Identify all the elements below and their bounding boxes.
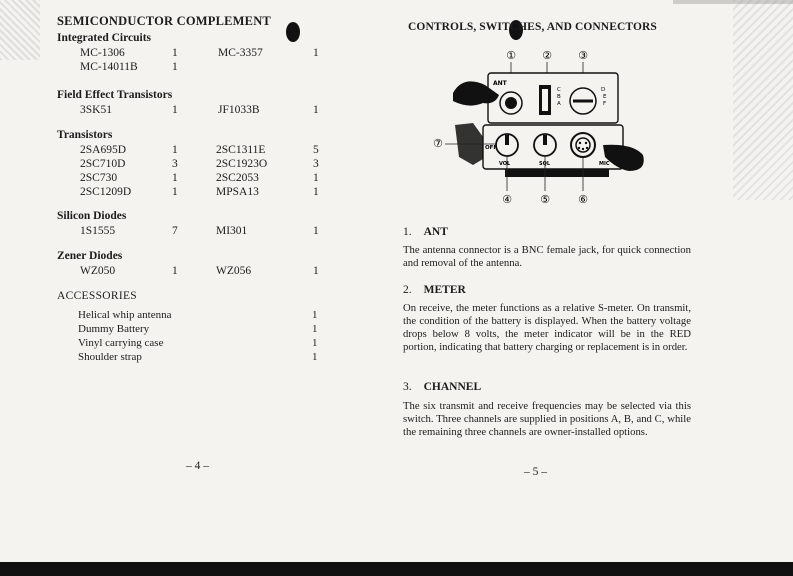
section-heading-meter — [403, 284, 466, 296]
part-number: MPSA13 — [216, 186, 259, 198]
part-number: 2SC1209D — [80, 186, 132, 198]
accessory-qty: 1 — [312, 351, 318, 363]
channel-letter: C — [557, 87, 561, 93]
quantity: 1 — [313, 172, 319, 184]
table-row — [0, 264, 385, 278]
section-title-integrated-circuits: Integrated Circuits — [57, 32, 152, 44]
accessory-item: Vinyl carrying case — [78, 337, 164, 349]
table-row — [0, 185, 385, 199]
quantity: 5 — [313, 144, 319, 156]
part-number: 2SC1311E — [216, 144, 266, 156]
section-number: 1. — [403, 226, 412, 238]
page-title: SEMICONDUCTOR COMPLEMENT — [57, 14, 271, 28]
section-title-fet: Field Effect Transistors — [57, 89, 173, 101]
radio-controls-diagram — [433, 45, 693, 210]
accessory-item: Shoulder strap — [78, 351, 142, 363]
sql-label: SQL — [539, 161, 551, 167]
accessory-qty: 1 — [312, 323, 318, 335]
quantity: 1 — [172, 172, 178, 184]
vol-label: VOL — [499, 161, 511, 167]
section-heading-ant — [403, 226, 448, 238]
quantity: 3 — [313, 158, 319, 170]
part-number: MC-3357 — [218, 47, 263, 59]
page-number: – 4 – — [186, 460, 209, 472]
accessory-item: Dummy Battery — [78, 323, 150, 335]
page-title: CONTROLS, SWITCHES, AND CONNECTORS — [408, 21, 657, 33]
callout-1: ① — [506, 49, 516, 62]
scan-bottom-edge — [0, 562, 793, 576]
channel-letter: B — [557, 94, 561, 100]
section-text: On receive, the meter functions as a relative S-meter. On transmit, the condition of the battery is displayed. When the battery voltage drops below 8 volts, the meter indicator will be in the RED portion, indicating that battery charging or replacement is in order. — [403, 302, 691, 353]
accessory-qty: 1 — [312, 309, 318, 321]
part-number: 3SK51 — [80, 104, 112, 116]
quantity: 1 — [172, 104, 178, 116]
part-number: MI301 — [216, 225, 248, 237]
part-number: 2SA695D — [80, 144, 127, 156]
callout-3: ③ — [578, 49, 588, 62]
channel-letter: E — [603, 94, 607, 100]
page-number: – 5 – — [524, 466, 547, 478]
section-title-zener-diodes: Zener Diodes — [57, 250, 123, 262]
table-row — [0, 60, 385, 74]
section-title-transistors: Transistors — [57, 129, 113, 141]
section-text: The antenna connector is a BNC female jack, for quick connection and removal of the antenna. — [403, 244, 691, 269]
quantity: 1 — [172, 47, 178, 59]
section-title: METER — [423, 284, 466, 296]
part-number: WZ050 — [80, 265, 116, 277]
scan-edge — [673, 0, 793, 4]
callout-4: ④ — [502, 193, 512, 206]
part-number: 2SC730 — [80, 172, 118, 184]
channel-letter: D — [601, 87, 606, 93]
accessory-item: Helical whip antenna — [78, 309, 172, 321]
quantity: 1 — [313, 225, 319, 237]
callout-2: ② — [542, 49, 552, 62]
section-title: CHANNEL — [423, 381, 482, 393]
callout-7: ⑦ — [433, 137, 443, 150]
section-title-silicon-diodes: Silicon Diodes — [57, 210, 127, 222]
mic-connector-icon — [571, 133, 595, 157]
quantity: 3 — [172, 158, 178, 170]
part-number: 2SC2053 — [216, 172, 259, 184]
table-row — [0, 171, 385, 185]
quantity: 1 — [313, 186, 319, 198]
channel-letter: A — [557, 101, 561, 107]
ink-blot — [286, 22, 300, 42]
quantity: 1 — [172, 61, 178, 73]
left-page — [0, 0, 385, 576]
ant-label: ANT — [493, 80, 507, 87]
section-title: ANT — [423, 226, 448, 238]
part-number: 1S1555 — [80, 225, 116, 237]
quantity: 1 — [313, 104, 319, 116]
section-text: The six transmit and receive frequencies may be selected via this switch. Three channels are supplied in positions A, B, and C, while the remaining three channels are owner-installed options. — [403, 400, 691, 438]
part-number: MC-1306 — [80, 47, 125, 59]
callout-6: ⑥ — [578, 193, 588, 206]
table-row — [0, 103, 385, 117]
right-page — [385, 0, 793, 576]
quantity: 1 — [172, 265, 178, 277]
quantity: 1 — [172, 144, 178, 156]
section-number: 2. — [403, 284, 412, 296]
mic-label: MIC — [599, 161, 610, 167]
table-row — [0, 143, 385, 157]
quantity: 1 — [172, 186, 178, 198]
quantity: 1 — [313, 47, 319, 59]
table-row — [0, 224, 385, 238]
accessory-qty: 1 — [312, 337, 318, 349]
part-number: 2SC710D — [80, 158, 126, 170]
quantity: 1 — [313, 265, 319, 277]
quantity: 7 — [172, 225, 178, 237]
part-number: JF1033B — [218, 104, 260, 116]
channel-letter: F — [603, 101, 607, 107]
off-label: OFF — [485, 145, 498, 151]
callout-5: ⑤ — [540, 193, 550, 206]
table-row — [0, 46, 385, 60]
part-number: 2SC1923O — [216, 158, 268, 170]
section-heading-channel — [403, 381, 481, 393]
section-number: 3. — [403, 381, 412, 393]
part-number: WZ056 — [216, 265, 252, 277]
accessories-title: ACCESSORIES — [57, 290, 137, 302]
part-number: MC-14011B — [80, 61, 138, 73]
table-row — [0, 157, 385, 171]
scan-speckle — [733, 0, 793, 200]
